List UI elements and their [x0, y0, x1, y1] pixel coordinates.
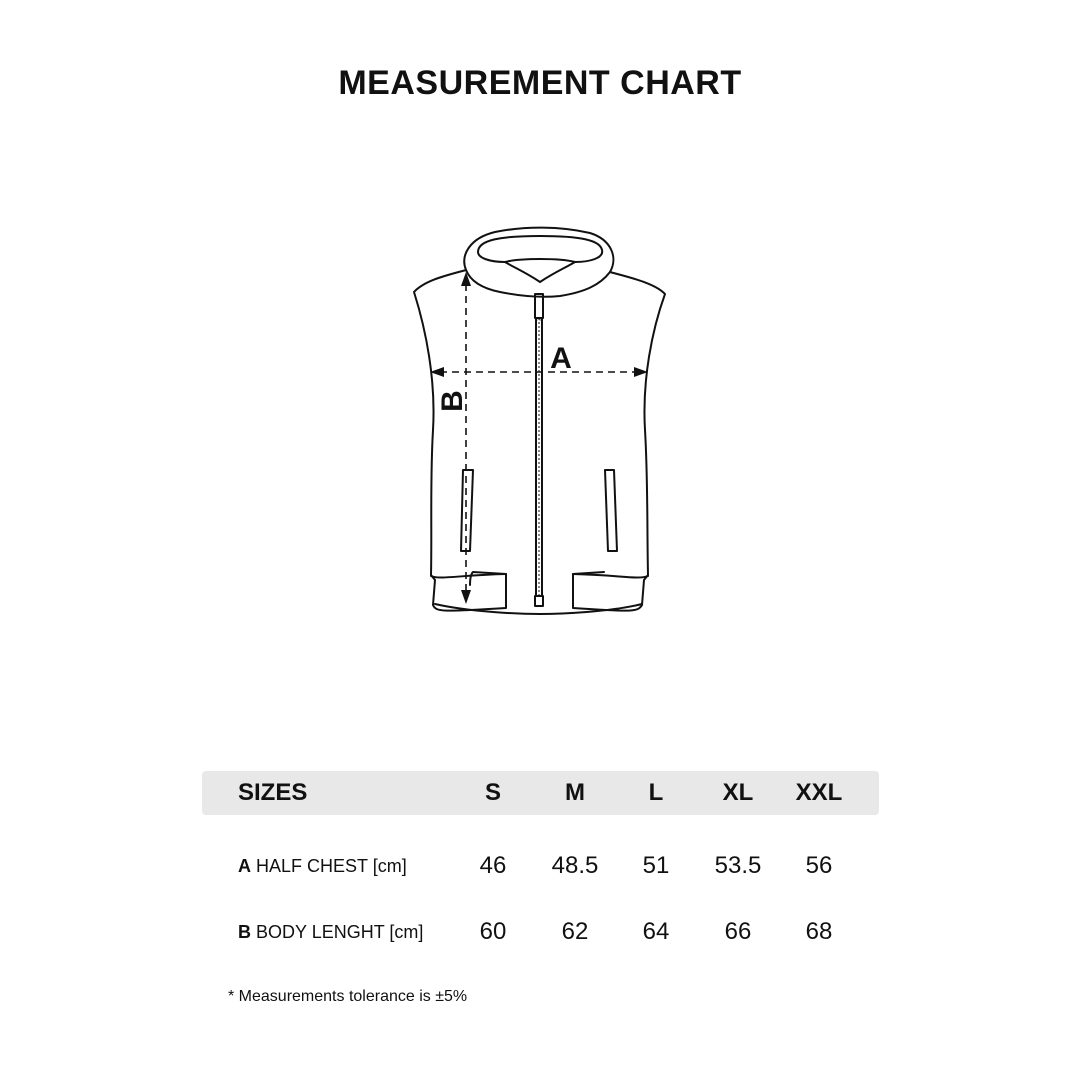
label-a: A [550, 342, 572, 375]
table-cell: 48.5 [551, 852, 599, 879]
table-cell: 56 [805, 852, 833, 879]
label-b: B [436, 390, 469, 412]
size-s-header: S [484, 779, 501, 806]
size-table-header [202, 771, 879, 815]
row-letter: A [238, 856, 251, 876]
pocket-left [461, 470, 473, 551]
row-letter: B [238, 922, 251, 942]
pocket-right [605, 470, 617, 551]
size-m-header: M [565, 779, 585, 806]
table-cell: 68 [805, 918, 833, 945]
table-cell: 46 [479, 852, 507, 879]
vest-diagram [380, 215, 700, 635]
table-cell: 53.5 [714, 852, 762, 879]
table-cell: 66 [724, 918, 752, 945]
sizes-heading: SIZES [238, 779, 308, 806]
row-label [238, 910, 423, 954]
size-xl-header: XL [722, 779, 754, 806]
tolerance-note: * Measurements tolerance is ±5% [228, 988, 468, 1005]
row-label [238, 844, 407, 888]
table-row [202, 844, 879, 888]
table-row [202, 910, 879, 954]
table-cell: 64 [642, 918, 670, 945]
table-cell: 51 [642, 852, 670, 879]
size-xxl-header: XXL [795, 779, 843, 806]
page-title: MEASUREMENT CHART [338, 64, 742, 102]
row-label-text: BODY LENGHT [cm] [256, 922, 424, 942]
vest-body-outline [414, 270, 506, 611]
measure-b-arrow [461, 272, 471, 604]
row-label-text: HALF CHEST [cm] [256, 856, 407, 876]
hood-inner [478, 236, 602, 262]
hood-outline [464, 228, 613, 297]
table-cell: 62 [561, 918, 589, 945]
table-cell: 60 [479, 918, 507, 945]
size-l-header: L [648, 779, 664, 806]
